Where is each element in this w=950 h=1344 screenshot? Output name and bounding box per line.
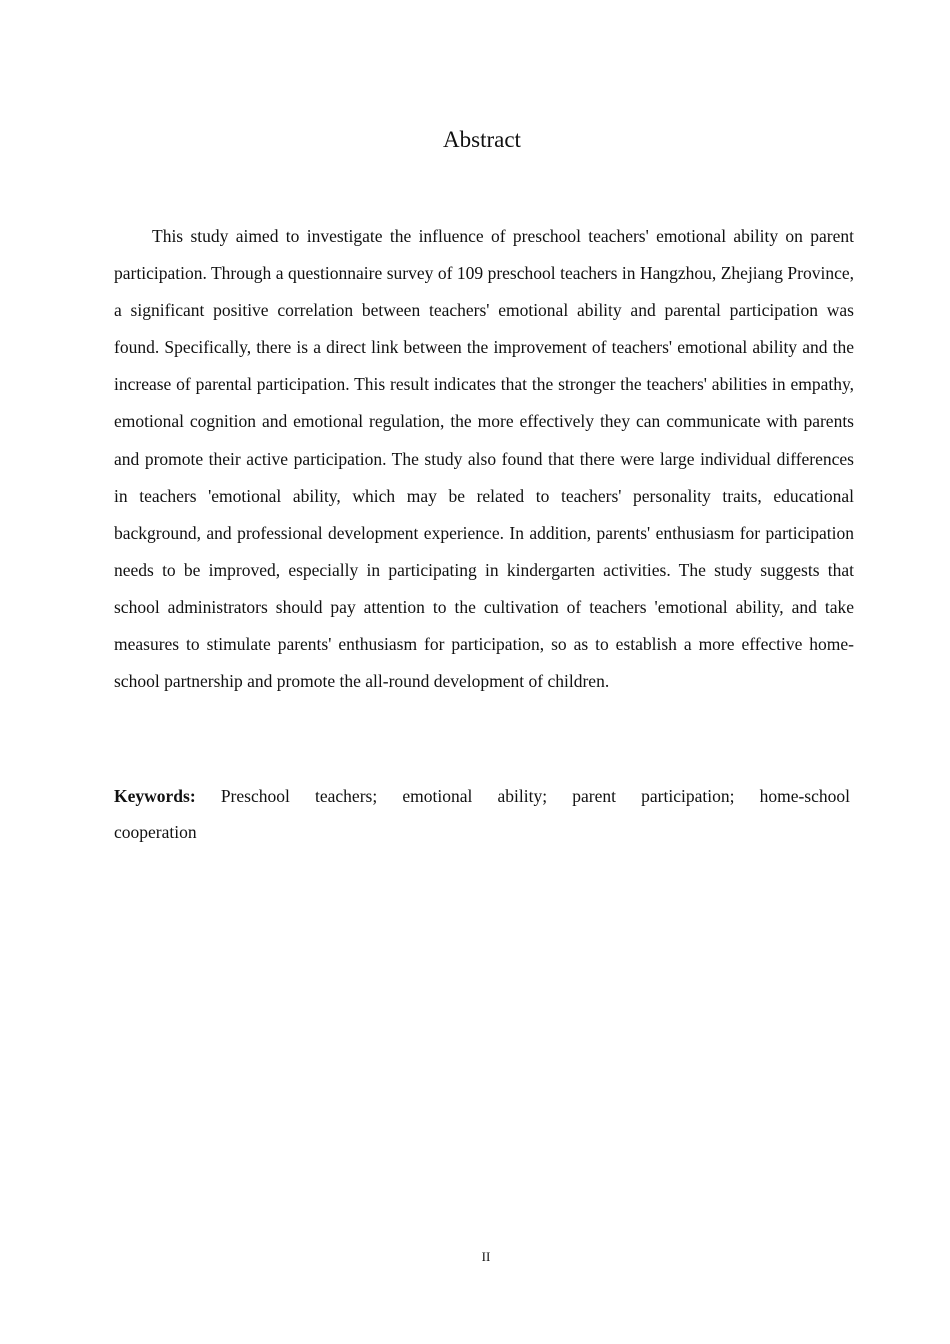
- abstract-title: Abstract: [443, 127, 521, 152]
- keywords-list: Preschool teachers; emotional ability; parent participation; home-school cooperation: [114, 786, 851, 842]
- keywords-label: Keywords:: [114, 786, 196, 806]
- abstract-paragraph: This study aimed to investigate the influence of preschool teachers' emotional ability on parent participation. Through a questionnaire survey of 109 preschool teachers in Hangzhou, Zhejiang Province, a significant positive correlation between teachers' emotional ability and parental participation was found. Specifically, there is a direct link between the improvement of teachers' emotional ability and the increase of parental participation. This result indicates that the stronger the teachers' abilities in empathy, emotional cognition and emotional regulation, the more effectively they can communicate with parents and promote their active participation. The study also found that there were large individual differences in teachers 'emotional ability, which may be related to teachers' personality traits, educational background, and professional development experience. In addition, parents' enthusiasm for participation needs to be improved, especially in participating in kindergarten activities. The study suggests that school administrators should pay attention to the cultivation of teachers 'emotional ability, and take measures to stimulate parents' enthusiasm for participation, so as to establish a more effective home-school partnership and promote the all-round development of children.: [114, 226, 854, 692]
- page-number: II: [481, 1249, 491, 1264]
- keywords-section: [114, 778, 850, 850]
